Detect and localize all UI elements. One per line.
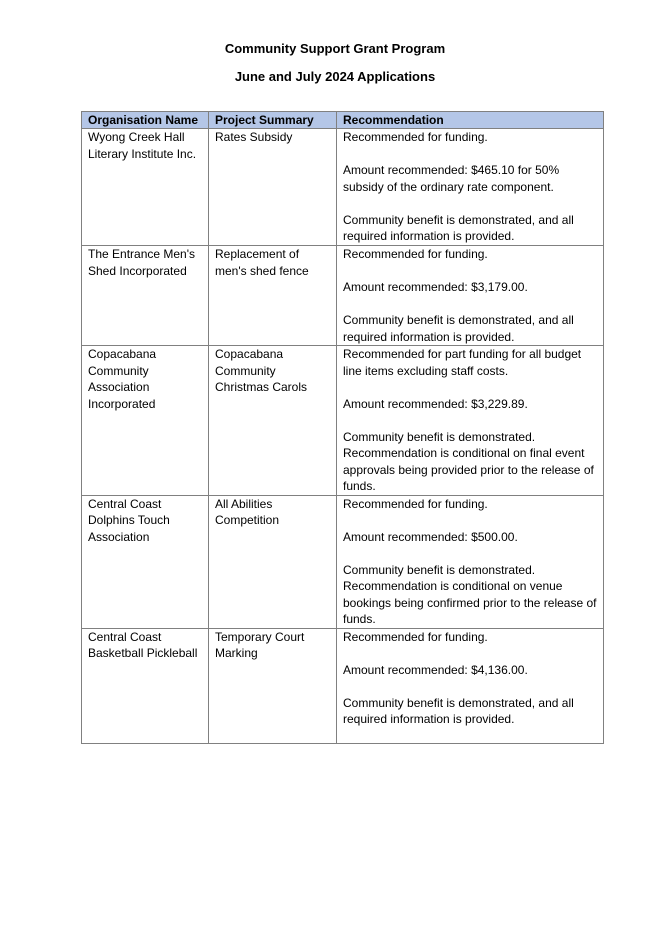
document-subtitle: June and July 2024 Applications — [234, 69, 436, 84]
project-summary-cell: Rates Subsidy — [209, 129, 337, 246]
project-summary-cell: Copacabana Community Christmas Carols — [209, 346, 337, 496]
recommendation-note: Community benefit is demonstrated, and all required information is provided. — [343, 695, 574, 726]
organisation-name-cell: Central Coast Basketball Pickleball — [82, 628, 209, 743]
table-row — [82, 628, 604, 743]
organisation-name-cell: Copacabana Community Association Incorporated — [82, 346, 209, 496]
table-header-row — [82, 112, 604, 129]
recommendation-status: Recommended for funding. — [343, 247, 488, 261]
project-summary-cell: Replacement of men's shed fence — [209, 246, 337, 346]
recommendation-cell — [337, 246, 604, 346]
table-row — [82, 246, 604, 346]
organisation-name-cell: Wyong Creek Hall Literary Institute Inc. — [82, 129, 209, 246]
recommendation-status: Recommended for funding. — [343, 496, 488, 511]
recommendation-note: Community benefit is demonstrated. Recommendation is conditional on final event approvals being provided prior to the release of funds. — [343, 429, 594, 493]
recommendation-status: Recommended for funding. — [343, 130, 488, 144]
recommendation-cell — [337, 129, 604, 246]
recommendation-cell — [337, 346, 604, 496]
recommendation-note: Community benefit is demonstrated, and all required information is provided. — [343, 212, 574, 243]
recommendation-note: Community benefit is demonstrated. Recommendation is conditional on venue bookings being confirmed prior to the release of funds. — [343, 562, 597, 626]
table-row — [82, 346, 604, 496]
recommendation-cell — [337, 628, 604, 743]
header-organisation-name: Organisation Name — [82, 112, 209, 129]
organisation-name-cell: Central Coast Dolphins Touch Association — [82, 495, 209, 628]
table-row — [82, 495, 604, 628]
document-title: Community Support Grant Program — [224, 41, 446, 56]
recommendation-amount: Amount recommended: $465.10 for 50% subsidy of the ordinary rate component. — [343, 163, 560, 194]
header-recommendation: Recommendation — [337, 112, 604, 129]
table-row — [82, 129, 604, 246]
project-summary-cell: All Abilities Competition — [209, 495, 337, 628]
recommendation-amount: Amount recommended: $3,179.00. — [343, 280, 528, 294]
header-project-summary: Project Summary — [209, 112, 337, 129]
recommendation-cell — [337, 495, 604, 628]
organisation-name-cell: The Entrance Men's Shed Incorporated — [82, 246, 209, 346]
project-summary-cell: Temporary Court Marking — [209, 628, 337, 743]
recommendation-status: Recommended for part funding for all budget line items excluding staff costs. — [343, 347, 582, 378]
applications-table — [81, 111, 604, 744]
recommendation-note: Community benefit is demonstrated, and all required information is provided. — [343, 313, 574, 344]
recommendation-amount: Amount recommended: $500.00. — [343, 529, 518, 544]
recommendation-amount: Amount recommended: $4,136.00. — [343, 662, 528, 677]
recommendation-amount: Amount recommended: $3,229.89. — [343, 396, 528, 411]
recommendation-status: Recommended for funding. — [343, 629, 488, 644]
